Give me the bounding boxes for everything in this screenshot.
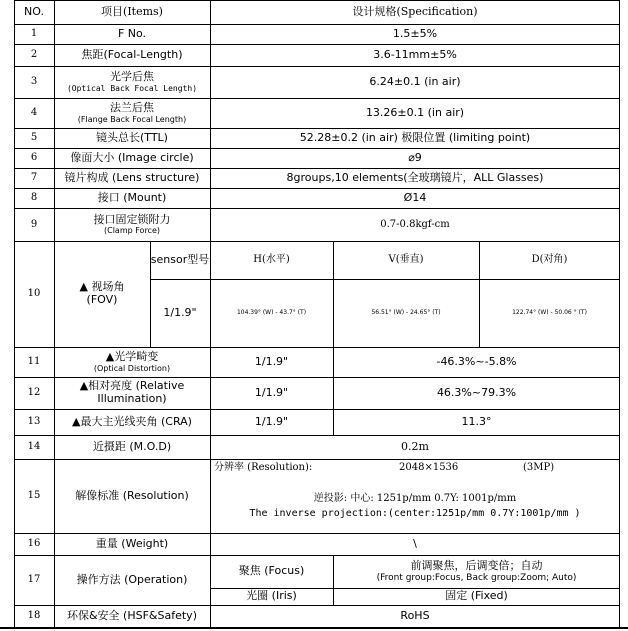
item-label: 镜头总长(TTL) [96,130,168,144]
grid-line [14,98,620,99]
resolution-value: 2048×1536 [399,462,459,473]
header-items: 项目(Items) [101,4,163,18]
spec-value: 13.26±0.1 (in air) [365,105,465,119]
grid-line [210,588,620,589]
grid-line [150,279,620,280]
grid-line [14,605,620,606]
spec-value: 0.2m [401,439,429,453]
focus-en: (Front group:Focus, Back group:Zoom; Auto) [376,572,577,583]
spec-value: 46.3%~79.3% [436,385,517,399]
row-no: 4 [30,107,38,119]
row-no: 18 [27,610,41,622]
grid-line [14,66,620,67]
row-no: 2 [30,49,38,61]
spec-value: Ø14 [403,190,427,204]
spec-value: 1.5±5% [392,26,438,40]
item-en: Illumination) [97,392,167,405]
grid-line [619,0,620,628]
grid-line [150,241,151,347]
item-en: (Optical Distortion) [93,363,171,373]
grid-line [14,555,620,556]
item-label: 镜片构成 (Lens structure) [64,170,200,184]
grid-line [14,409,620,410]
item-en: (Clamp Force) [103,226,160,236]
grid-line [14,459,620,460]
row-no: 7 [30,172,38,184]
focus-value [333,555,620,588]
row-no: 10 [27,288,41,300]
item-label [54,98,210,128]
item-label: 环保&安全 (HSF&Safety) [66,608,197,622]
spec-value: 6.24±0.1 (in air) [369,74,461,88]
resolution-label: 分辨率 (Resolution): [214,462,313,473]
header-no: NO. [24,4,44,18]
iris-value: 固定 (Fixed) [445,589,508,603]
item-label [54,241,150,347]
item-cn: ▲ 视场角 [79,280,125,294]
row-no: 5 [30,132,38,144]
row-no: 8 [30,192,38,204]
row-no: 14 [27,441,41,453]
item-label: 像面大小 (Image circle) [70,150,194,164]
row-no: 6 [30,152,38,164]
item-label: F No. [117,26,147,40]
grid-line [333,241,334,435]
projection-en: The inverse projection:(center:1251p/mm 0.7Y:1001p/mm ) [249,508,581,519]
item-label [54,347,210,377]
spec-value: 11.3° [461,414,492,428]
row-no: 9 [30,218,38,230]
grid-line [14,347,620,348]
grid-line [14,188,620,189]
focus-label: 聚焦 (Focus) [238,564,305,578]
grid-line [14,168,620,169]
row-no: 17 [27,574,41,586]
item-label [54,208,210,241]
grid-line [0,627,628,629]
grid-line [14,0,620,1]
grid-line [14,148,620,149]
grid-line [210,0,211,628]
sensor-value: 1/1.9" [254,414,289,428]
row-no: 11 [27,356,41,368]
item-en: (Optical Back Focal Length) [66,83,198,93]
item-cn: 光学后焦 [110,70,154,84]
grid-line [479,241,480,347]
row-no: 13 [27,416,41,428]
row-no: 12 [27,387,41,399]
row-no: 15 [27,490,41,502]
spec-value: -46.3%~-5.8% [436,354,517,368]
spec-value: 52.28±0.2 (in air) 极限位置 (limiting point) [299,130,531,144]
item-label: 焦距(Focal-Length) [81,47,183,61]
item-label: 近摄距 (M.O.D) [92,439,172,453]
spec-value: ⌀9 [408,150,422,164]
row-no: 16 [27,538,41,550]
item-label: ▲最大主光线夹角 (CRA) [72,414,192,428]
item-label [54,66,210,98]
v-header: V(垂直) [388,254,424,266]
grid-line [333,555,334,605]
item-label [54,377,210,409]
spec-value: 0.7-0.8kgf-cm [380,218,450,230]
item-label: 解像标准 (Resolution) [75,488,189,502]
item-en: (Flange Back Focal Length) [77,114,187,124]
sensor-header: sensor型号 [150,252,210,266]
resolution-line [210,459,620,479]
sensor-value: 1/1.9" [254,385,289,399]
grid-line [14,0,15,628]
grid-line [14,533,620,534]
inverse-projection [210,486,620,526]
spec-value: 3.6-11mm±5% [373,47,457,61]
item-label: 接口 (Mount) [97,190,167,204]
item-cn: ▲相对亮度 (Relative [79,379,185,393]
h-header: H(水平) [253,254,290,266]
spec-value: RoHS [400,608,430,622]
grid-line [14,44,620,45]
resolution-mp: (3MP) [523,462,555,473]
row-no: 1 [30,28,38,40]
item-cn: 接口固定锁附力 [93,212,171,226]
sensor-value: 1/1.9" [254,354,289,368]
focus-cn: 前调聚焦，后调变倍；自动 [410,559,543,572]
grid-line [14,241,620,242]
spec-value: 8groups,10 elements(全玻璃镜片，ALL Glasses) [286,170,544,184]
grid-line [54,0,55,628]
grid-line [14,377,620,378]
spec-value: \ [413,536,417,550]
grid-line [14,435,620,436]
item-label: 重量 (Weight) [95,536,169,550]
item-en: (FOV) [86,293,118,306]
d-value: 122.74° (W) - 50.06 ° (T) [512,308,587,316]
grid-line [14,208,620,209]
grid-line [14,128,620,129]
header-spec: 设计规格(Specification) [352,4,478,18]
item-cn: 法兰后焦 [110,101,154,115]
projection-cn: 逆投影: 中心: 1251p/mm 0.7Y: 1001p/mm [313,492,517,504]
v-value: 56.51° (W) - 24.65° (T) [371,308,441,316]
d-header: D(对角) [531,254,568,266]
item-label: 操作方法 (Operation) [76,572,188,586]
sensor-value: 1/1.9" [163,305,197,319]
grid-line [14,24,620,25]
h-value: 104.39° (W) - 43.7° (T) [236,308,307,316]
iris-label: 光圈 (Iris) [246,589,297,603]
row-no: 3 [30,76,38,88]
item-cn: ▲光学畸变 [105,350,159,364]
